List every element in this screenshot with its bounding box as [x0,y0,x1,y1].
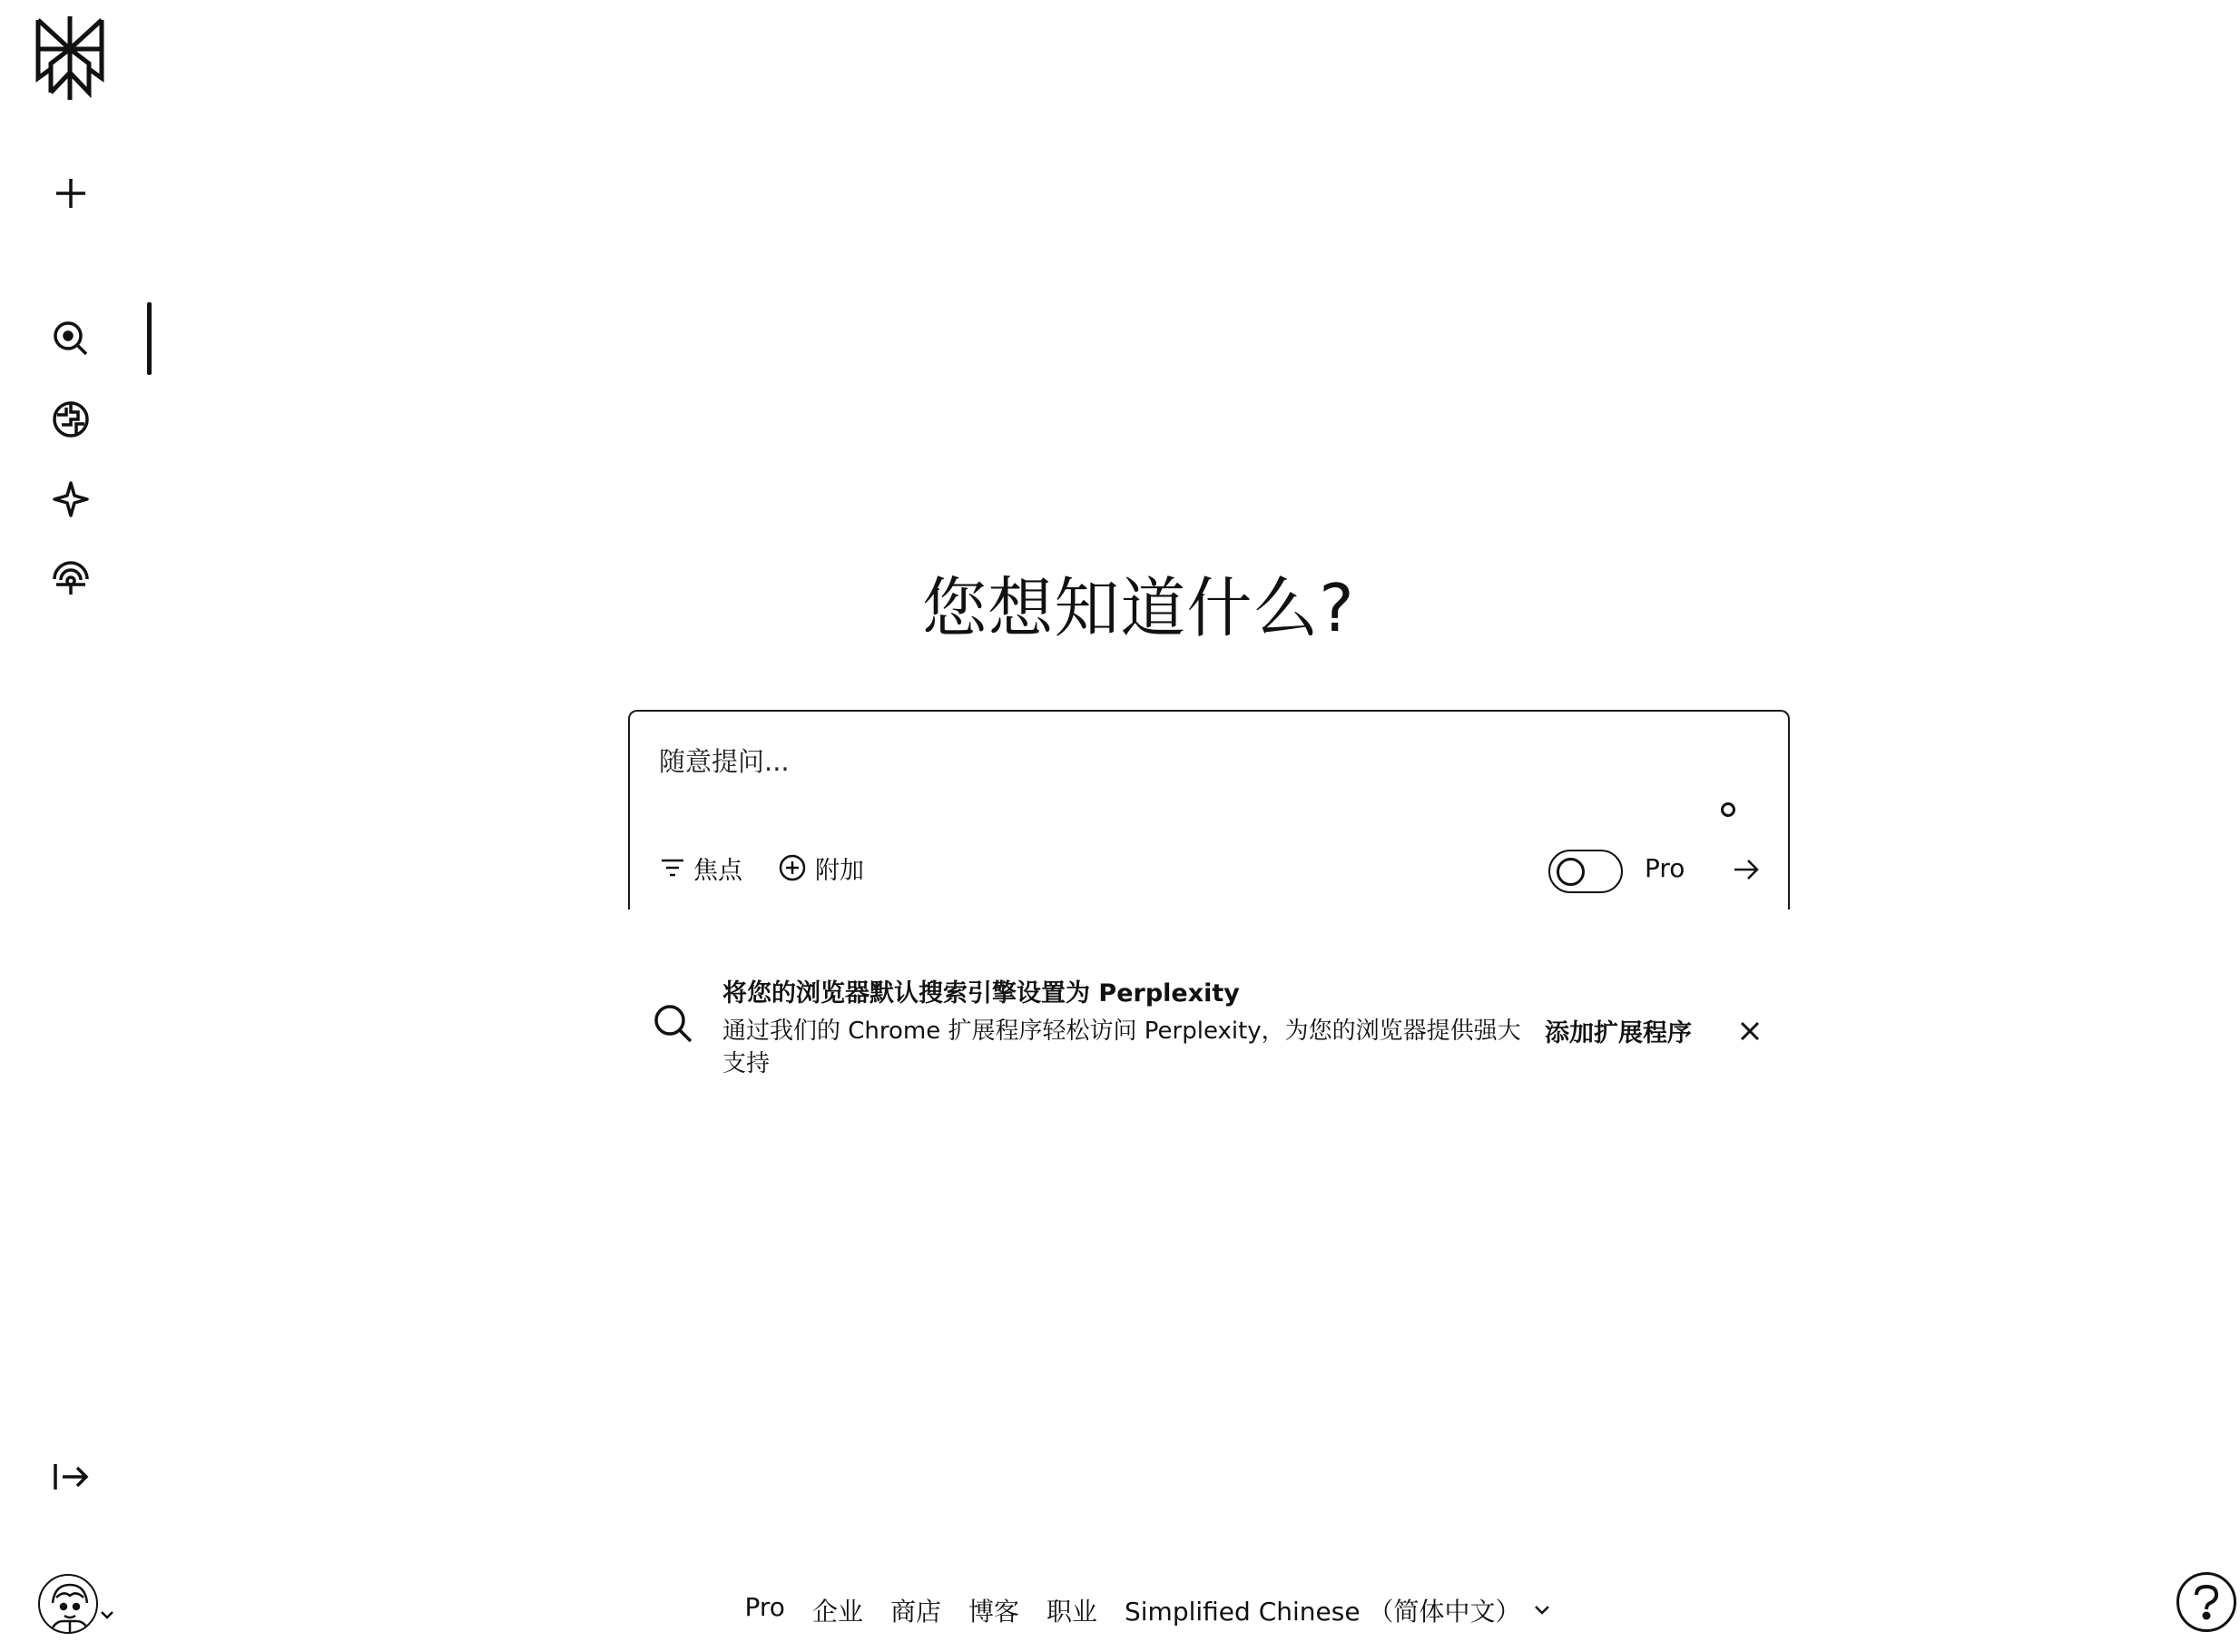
nav-home[interactable] [39,307,103,370]
chevron-down-icon [1533,1604,1551,1617]
plus-circle-icon [779,854,806,881]
search-icon [653,1004,693,1044]
plus-icon [54,177,87,210]
filter-icon [661,858,684,878]
close-icon [1739,1020,1761,1042]
extension-banner [628,962,1790,1089]
new-thread-button[interactable] [39,162,103,225]
page-title: 您想知道什么? [921,570,1355,646]
banner-close-button[interactable] [1734,1015,1766,1047]
footer-link-blog[interactable]: 博客 [968,1597,1019,1627]
nav-spaces[interactable] [39,467,103,531]
mouse-cursor-indicator [1721,802,1735,817]
banner-search-icon-wrap [653,1004,693,1047]
search-input[interactable] [657,739,1655,784]
nav-discover[interactable] [39,388,103,451]
banner-description: 通过我们的 Chrome 扩展程序轻松访问 Perplexity，为您的浏览器提供强大支持 [722,1018,1521,1077]
banner-title: 将您的浏览器默认搜索引擎设置为 Perplexity [722,979,1240,1008]
active-nav-indicator [147,302,152,375]
footer-link-enterprise[interactable]: 企业 [811,1597,863,1627]
pro-label: Pro [1645,853,1685,883]
help-button[interactable] [2176,1572,2236,1632]
focus-button[interactable] [661,848,742,888]
pro-toggle[interactable] [1548,850,1623,893]
footer-link-careers[interactable]: 职业 [1046,1597,1097,1627]
language-label: Simplified Chinese （简体中文） [1125,1597,1521,1627]
question-icon [2191,1584,2222,1620]
globe-icon [52,400,90,438]
focus-label: 焦点 [693,856,742,885]
attach-label: 附加 [815,856,864,885]
sparkle-icon [52,480,90,518]
footer [0,1592,2240,1628]
perplexity-logo-icon[interactable] [31,15,109,102]
toggle-knob [1557,858,1585,886]
search-icon [52,320,90,358]
language-selector[interactable] [1125,1592,1551,1628]
footer-link-store[interactable]: 商店 [889,1597,941,1627]
attach-button[interactable] [779,848,864,888]
sidebar [0,0,154,1652]
expand-sidebar-icon [52,1460,90,1493]
search-box [628,710,1790,910]
expand-sidebar-button[interactable] [39,1445,103,1509]
arrow-right-icon [1733,858,1760,881]
footer-link-pro[interactable]: Pro [744,1592,785,1622]
submit-button[interactable] [1726,850,1766,890]
add-extension-button[interactable]: 添加扩展程序 [1545,1019,1692,1047]
